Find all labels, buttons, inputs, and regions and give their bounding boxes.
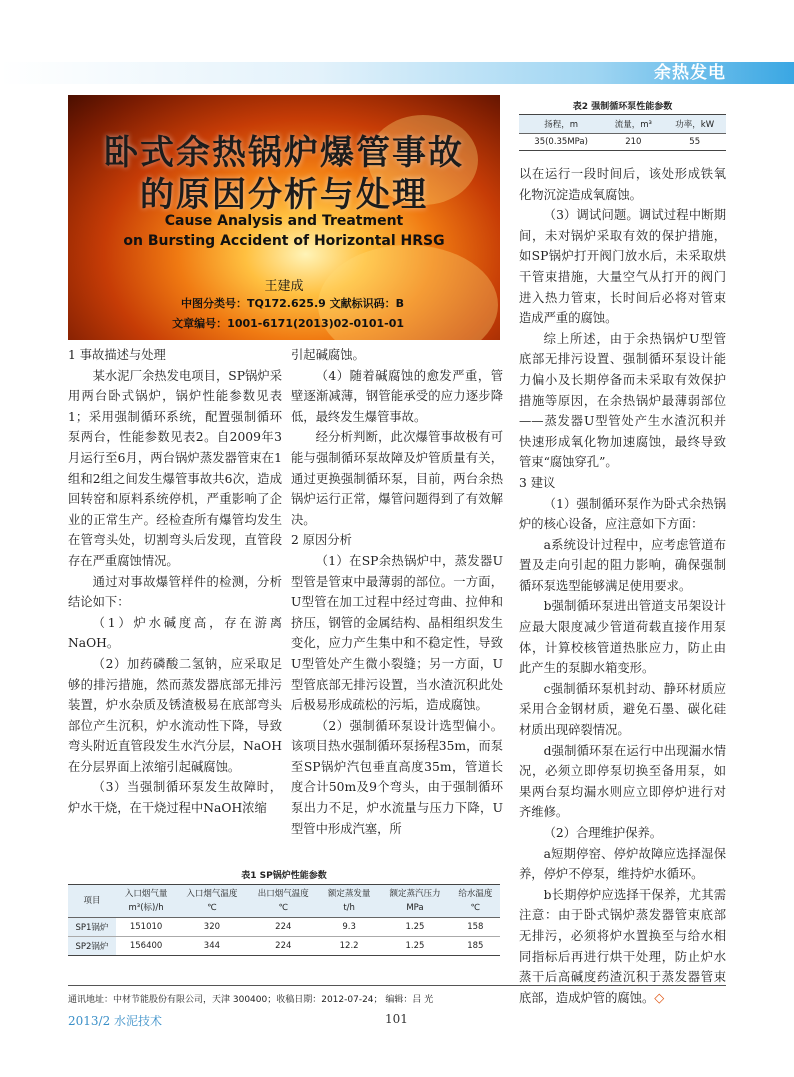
- paragraph: 经分析判断，此次爆管事故极有可能与强制循环泵故障及炉管质量有关，通过更换强制循环泵，目前，两台余热锅炉运行正常，爆管问题得到了有效解决。: [291, 430, 503, 527]
- table2-cell: 210: [603, 134, 663, 151]
- table2: [519, 114, 726, 151]
- table2-header: 扬程，m: [519, 115, 603, 134]
- paragraph: 1 事故描述与处理: [68, 348, 166, 362]
- paragraph: 3 建议: [519, 475, 556, 490]
- article-number-line: 文章编号：1001-6171(2013)02-0101-01: [172, 317, 404, 330]
- table1-header-unit: ℃: [207, 903, 217, 913]
- table1-header: [176, 885, 247, 918]
- title-line2: 的原因分析与处理: [140, 175, 428, 215]
- table1-header: [68, 885, 116, 918]
- paragraph: 以在运行一段时间后，该处形成铁氧化物沉淀造成氧腐蚀。: [519, 167, 726, 202]
- table1-header-label: 项目: [83, 896, 101, 906]
- table1-header-unit: ℃: [278, 903, 289, 913]
- paragraph: 某水泥厂余热发电项目，SP锅炉采用两台卧式锅炉，锅炉性能参数见表1；采用强制循环系统，配置强制循环泵两台，性能参数见表2。自2009年3月运行至6月，两台锅炉蒸发器管束在1组和2组之间发生爆管事故共6次，造成回转窑和原料系统停机，严重影响了企业的正常生产。经检查所有爆管均发生在管弯头处，切割弯头后发现，直管段存在严重腐蚀情况。: [68, 368, 282, 568]
- paragraph: （3）当强制循环泵发生故障时，炉水干烧，在干烧过程中NaOH浓缩: [68, 780, 282, 816]
- paragraph: （2）加药磷酸二氢钠，应采取足够的排污措施，然而蒸发器底部无排污装置，炉水杂质及锈渣极易在底部弯头部位产生沉积，炉水流动性下降，导致弯头附近直管段发生水汽分层，NaOH在分层界面上浓缩引起碱腐蚀。: [68, 656, 282, 774]
- table1-header: [379, 885, 450, 918]
- paragraph: （4）随着碱腐蚀的愈发严重，管壁逐渐减薄，钢管能承受的应力逐步降低，最终发生爆管事故。: [291, 368, 503, 424]
- paragraph: 2 原因分析: [291, 533, 352, 548]
- paragraph: （1）强制循环泵作为卧式余热锅炉的核心设备，应注意如下方面：: [519, 496, 726, 532]
- table1-cell: 9.3: [319, 918, 379, 937]
- table1-header-unit: t/h: [343, 903, 355, 913]
- table1-cell: 344: [176, 937, 247, 956]
- table1-cell: 151010: [116, 918, 176, 937]
- table1-cell: SP1锅炉: [68, 918, 116, 937]
- table1-header-row: [68, 885, 500, 918]
- paragraph: a系统设计过程中，应考虑管道布置及走向引起的阻力影响，确保强制循环泵选型能够满足使用要求。: [519, 537, 726, 593]
- paragraph: （1）在SP余热锅炉中，蒸发器U型管是管束中最薄弱的部位。一方面，U型管在加工过程中经过弯曲、拉伸和挤压，钢管的金属结构、晶相组织发生变化，应力产生集中和不稳定性，导致U型管处产生微小裂缝；另一方面，U型管底部无排污设置，当水渣沉积此处后极易形成疏松的污垢，造成腐蚀。: [291, 553, 503, 713]
- paragraph: 引起碱腐蚀。: [291, 348, 365, 362]
- paragraph: （3）调试问题。调试过程中断期间，未对锅炉采取有效的保护措施，如SP锅炉打开阀门放水后，未采取烘干管束措施，大量空气从打开的阀门进入热力管束，长时间后必将对管束造成严重的腐蚀。: [519, 208, 726, 326]
- table1-cell: SP2锅炉: [68, 937, 116, 956]
- title-banner: [68, 95, 500, 340]
- table1-header-unit: ℃: [470, 903, 481, 913]
- table1-cell: 320: [176, 918, 247, 937]
- table1-header-label: 入口烟气温度: [186, 889, 238, 899]
- paragraph: a短期停窑、停炉故障应选择湿保养，停炉不停泵，维持炉水循环。: [519, 846, 726, 882]
- page-number: 101: [385, 1012, 408, 1026]
- table1-row: [68, 918, 500, 937]
- section-tag: 余热发电: [654, 63, 726, 83]
- table1-cell: 224: [248, 918, 319, 937]
- table1: [68, 884, 500, 956]
- author: 王建成: [264, 279, 304, 294]
- paragraph: d强制循环泵在运行中出现漏水情况，必须立即停泵切换至备用泵，如果两台泵均漏水则应立即停炉进行对齐维修。: [519, 743, 726, 820]
- paragraph: b强制循环泵进出管道支吊架设计应最大限度减少管道荷载直接作用泵体，计算校核管道热胀应力，防止由此产生的泵脚水箱变形。: [519, 599, 726, 676]
- table1-header-label: 额定蒸发量: [327, 889, 371, 899]
- table1-cell: 185: [451, 937, 500, 956]
- table1-row: [68, 937, 500, 956]
- table1-header: [451, 885, 500, 918]
- column-1: [68, 345, 282, 819]
- table1-header-label: 出口烟气温度: [257, 889, 309, 899]
- column-3: [519, 164, 726, 1009]
- table1-header-unit: m³(标)/h: [128, 903, 164, 913]
- table1-cell: 12.2: [319, 937, 379, 956]
- table1-header-label: 给水温度: [458, 889, 493, 899]
- paragraph: （2）合理维护保养。: [543, 826, 663, 840]
- table2-caption: 表2 强制循环泵性能参数: [572, 102, 673, 112]
- table1-header-label: 入口烟气量: [124, 889, 168, 899]
- paragraph: c强制循环泵机封动、静环材质应采用合金钢材质，避免石墨、碳化硅材质出现碎裂情况。: [519, 681, 726, 738]
- end-mark-icon: ◇: [654, 990, 665, 1006]
- table1-header-label: 额定蒸汽压力: [389, 889, 441, 899]
- table1-cell: 158: [451, 918, 500, 937]
- table1-header-unit: MPa: [406, 903, 424, 913]
- footer-address: 通讯地址：中材节能股份有限公司，天津 300400；收稿日期：2012-07-24； 编辑：吕 光: [68, 995, 434, 1005]
- table2-cell: 55: [663, 134, 726, 151]
- footer-rule: [68, 985, 726, 986]
- table2-header: 流量，m³: [603, 115, 663, 134]
- table1-cell: 156400: [116, 937, 176, 956]
- table2-header-row: [519, 115, 726, 134]
- table1-header: [319, 885, 379, 918]
- english-title-line2: on Bursting Accident of Horizontal HRSG: [123, 233, 445, 249]
- table1-cell: 1.25: [379, 937, 450, 956]
- title-line1: 卧式余热锅炉爆管事故: [104, 133, 464, 173]
- paragraph: 通过对事故爆管样件的检测，分析结论如下：: [68, 574, 282, 610]
- table2-header: 功率，kW: [663, 115, 726, 134]
- table2-row: [519, 134, 726, 151]
- paragraph: （2）强制循环泵设计选型偏小。该项目热水强制循环泵扬程35m，而泵至SP锅炉汽包垂直高度35m，管道长度合计50m及9个弯头，由于强制循环泵出力不足，炉水流量与压力下降，U型管中形成汽塞，所: [291, 718, 503, 836]
- table1-header: [248, 885, 319, 918]
- paragraph: b长期停炉应选择干保养，尤其需注意：由于卧式锅炉蒸发器管束底部无排污，必须将炉水置换至与给水相同指标后再进行烘干处理，防止炉水蒸干后高碱度药渣沉积于蒸发器管束底部，造成炉管的腐蚀。◇: [519, 887, 726, 1006]
- column-2: [291, 345, 503, 839]
- table1-header: [116, 885, 176, 918]
- table2-cell: 35(0.35MPa): [519, 134, 603, 151]
- paragraph: （1）炉水碱度高，存在游离NaOH。: [68, 615, 282, 651]
- table1-caption: 表1 SP锅炉性能参数: [241, 871, 327, 881]
- journal-name: 2013/2 水泥技术: [68, 1014, 163, 1028]
- classification-line: 中图分类号：TQ172.625.9 文献标识码：B: [180, 297, 404, 310]
- table1-cell: 224: [248, 937, 319, 956]
- table1-cell: 1.25: [379, 918, 450, 937]
- english-title-line1: Cause Analysis and Treatment: [164, 213, 404, 229]
- paragraph: 综上所述，由于余热锅炉U型管底部无排污设置、强制循环泵设计能力偏小及长期停备而未采取有效保护措施等原因，在余热锅炉最薄弱部位——蒸发器U型管处产生水渣沉积并快速形成氧化物加速腐蚀，最终导致管束“腐蚀穿孔”。: [519, 331, 726, 470]
